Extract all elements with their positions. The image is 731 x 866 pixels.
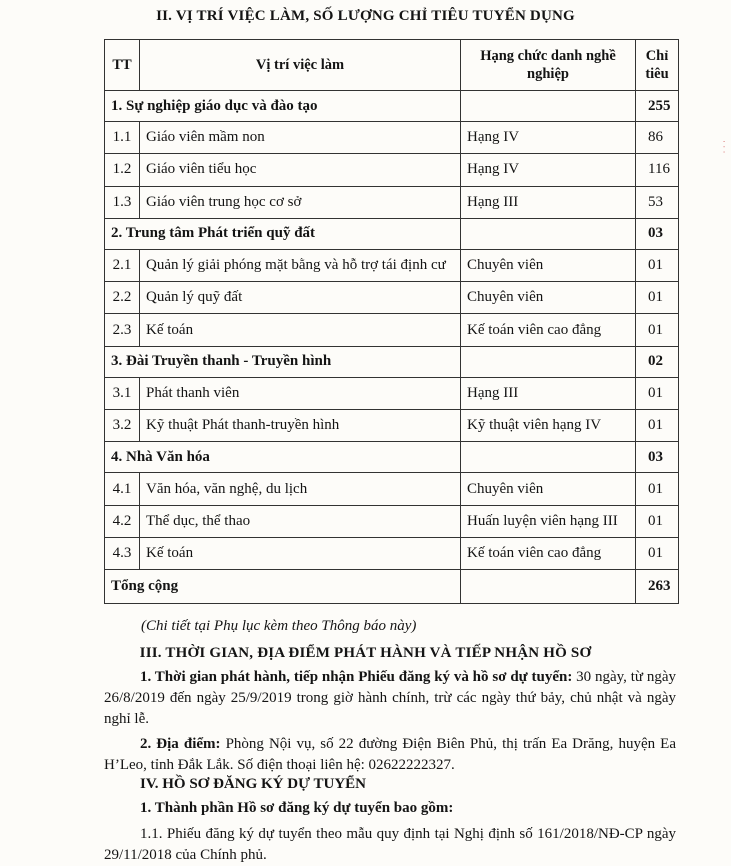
- row-tt: 4.2: [105, 505, 140, 537]
- row-position: Giáo viên trung học cơ sở: [140, 186, 461, 218]
- row-rank: Chuyên viên: [461, 282, 636, 314]
- section-2-title: II. VỊ TRÍ VIỆC LÀM, SỐ LƯỢNG CHỈ TIÊU TUYỂN DỤNG: [156, 8, 575, 24]
- group-rank-empty: [461, 442, 636, 473]
- row-rank: Hạng III: [461, 186, 636, 218]
- header-quota: Chỉ tiêu: [636, 40, 679, 91]
- row-position: Kế toán: [140, 314, 461, 346]
- total-quota: 263: [636, 570, 679, 604]
- row-tt: 4.1: [105, 473, 140, 505]
- row-quota: 116: [636, 154, 679, 186]
- row-rank: Hạng IV: [461, 154, 636, 186]
- total-label: Tổng cộng: [105, 570, 461, 604]
- group-row: [105, 442, 679, 473]
- row-quota: 53: [636, 186, 679, 218]
- row-tt: 4.3: [105, 537, 140, 569]
- table-row: [105, 249, 679, 281]
- table-row: [105, 282, 679, 314]
- row-position: Kế toán: [140, 537, 461, 569]
- section-3-item-1-label: 1. Thời gian phát hành, tiếp nhận Phiếu đăng ký và hồ sơ dự tuyển:: [140, 669, 573, 685]
- table-row: [105, 377, 679, 409]
- row-rank: Kế toán viên cao đẳng: [461, 314, 636, 346]
- group-quota: 03: [636, 442, 679, 473]
- section-3-item-2-text: Phòng Nội vụ, số 22 đường Điện Biên Phủ, thị trấn Ea Drăng, huyện Ea H’Leo, tỉnh Đắk Lắk. Số điện thoại liên hệ: 02622222327.: [104, 736, 676, 773]
- section-4-title: IV. HỒ SƠ ĐĂNG KÝ DỰ TUYỂN: [140, 776, 367, 792]
- row-quota: 01: [636, 377, 679, 409]
- section-3-item-2: [104, 734, 676, 776]
- group-quota: 03: [636, 218, 679, 249]
- table-row: [105, 154, 679, 186]
- row-tt: 1.3: [105, 186, 140, 218]
- section-4-item-1-1: 1.1. Phiếu đăng ký dự tuyển theo mẫu quy định tại Nghị định số 161/2018/NĐ-CP ngày 29/11/2018 của Chính phủ.: [104, 826, 676, 863]
- total-rank-empty: [461, 570, 636, 604]
- row-position: Kỹ thuật Phát thanh-truyền hình: [140, 410, 461, 442]
- section-3-item-2-label: 2. Địa điểm:: [140, 736, 221, 752]
- row-quota: 01: [636, 249, 679, 281]
- section-3-item-1-text: 30 ngày, từ ngày 26/8/2019 đến ngày 25/9/2019 trong giờ hành chính, trừ các ngày thứ bảy, chủ nhật và ngày nghỉ lễ.: [104, 669, 676, 727]
- row-position: Quản lý giải phóng mặt bằng và hỗ trợ tái định cư: [140, 249, 461, 281]
- row-tt: 2.1: [105, 249, 140, 281]
- group-title: 1. Sự nghiệp giáo dục và đào tạo: [105, 91, 461, 122]
- group-quota: 02: [636, 346, 679, 377]
- row-tt: 1.1: [105, 122, 140, 154]
- group-rank-empty: [461, 218, 636, 249]
- row-quota: 86: [636, 122, 679, 154]
- header-position: Vị trí việc làm: [140, 40, 461, 91]
- group-title: 3. Đài Truyền thanh - Truyền hình: [105, 346, 461, 377]
- section-3-item-1: [104, 667, 676, 730]
- table-body: [105, 91, 679, 604]
- row-tt: 3.1: [105, 377, 140, 409]
- table-row: [105, 314, 679, 346]
- table-row: [105, 537, 679, 569]
- recruitment-table: [104, 39, 679, 604]
- group-quota: 255: [636, 91, 679, 122]
- table-header-row: [105, 40, 679, 91]
- row-rank: Chuyên viên: [461, 249, 636, 281]
- table-row: [105, 122, 679, 154]
- row-position: Quản lý quỹ đất: [140, 282, 461, 314]
- group-title: 4. Nhà Văn hóa: [105, 442, 461, 473]
- row-quota: 01: [636, 410, 679, 442]
- header-tt: TT: [105, 40, 140, 91]
- row-quota: 01: [636, 282, 679, 314]
- row-position: Phát thanh viên: [140, 377, 461, 409]
- row-tt: 3.2: [105, 410, 140, 442]
- group-rank-empty: [461, 346, 636, 377]
- table-row: [105, 186, 679, 218]
- section-4-item-1-label: 1. Thành phần Hồ sơ đăng ký dự tuyển bao gồm:: [140, 800, 454, 816]
- row-rank: Kỹ thuật viên hạng IV: [461, 410, 636, 442]
- total-row: [105, 570, 679, 604]
- group-rank-empty: [461, 91, 636, 122]
- row-rank: Hạng IV: [461, 122, 636, 154]
- row-tt: 2.2: [105, 282, 140, 314]
- table-row: [105, 410, 679, 442]
- appendix-note: (Chi tiết tại Phụ lục kèm theo Thông báo này): [141, 618, 417, 634]
- header-rank: Hạng chức danh nghề nghiệp: [461, 40, 636, 91]
- group-row: [105, 91, 679, 122]
- row-rank: Kế toán viên cao đẳng: [461, 537, 636, 569]
- row-position: Giáo viên mầm non: [140, 122, 461, 154]
- section-3-title: III. THỜI GIAN, ĐỊA ĐIỂM PHÁT HÀNH VÀ TIẾP NHẬN HỒ SƠ: [139, 645, 592, 661]
- row-tt: 2.3: [105, 314, 140, 346]
- group-row: [105, 218, 679, 249]
- row-tt: 1.2: [105, 154, 140, 186]
- table-row: [105, 505, 679, 537]
- row-position: Giáo viên tiểu học: [140, 154, 461, 186]
- margin-stamp-mark: · · ·: [719, 140, 729, 154]
- group-title: 2. Trung tâm Phát triển quỹ đất: [105, 218, 461, 249]
- row-position: Văn hóa, văn nghệ, du lịch: [140, 473, 461, 505]
- row-rank: Hạng III: [461, 377, 636, 409]
- row-quota: 01: [636, 537, 679, 569]
- row-rank: Huấn luyện viên hạng III: [461, 505, 636, 537]
- row-quota: 01: [636, 473, 679, 505]
- group-row: [105, 346, 679, 377]
- row-quota: 01: [636, 314, 679, 346]
- row-rank: Chuyên viên: [461, 473, 636, 505]
- table-row: [105, 473, 679, 505]
- row-quota: 01: [636, 505, 679, 537]
- row-position: Thể dục, thể thao: [140, 505, 461, 537]
